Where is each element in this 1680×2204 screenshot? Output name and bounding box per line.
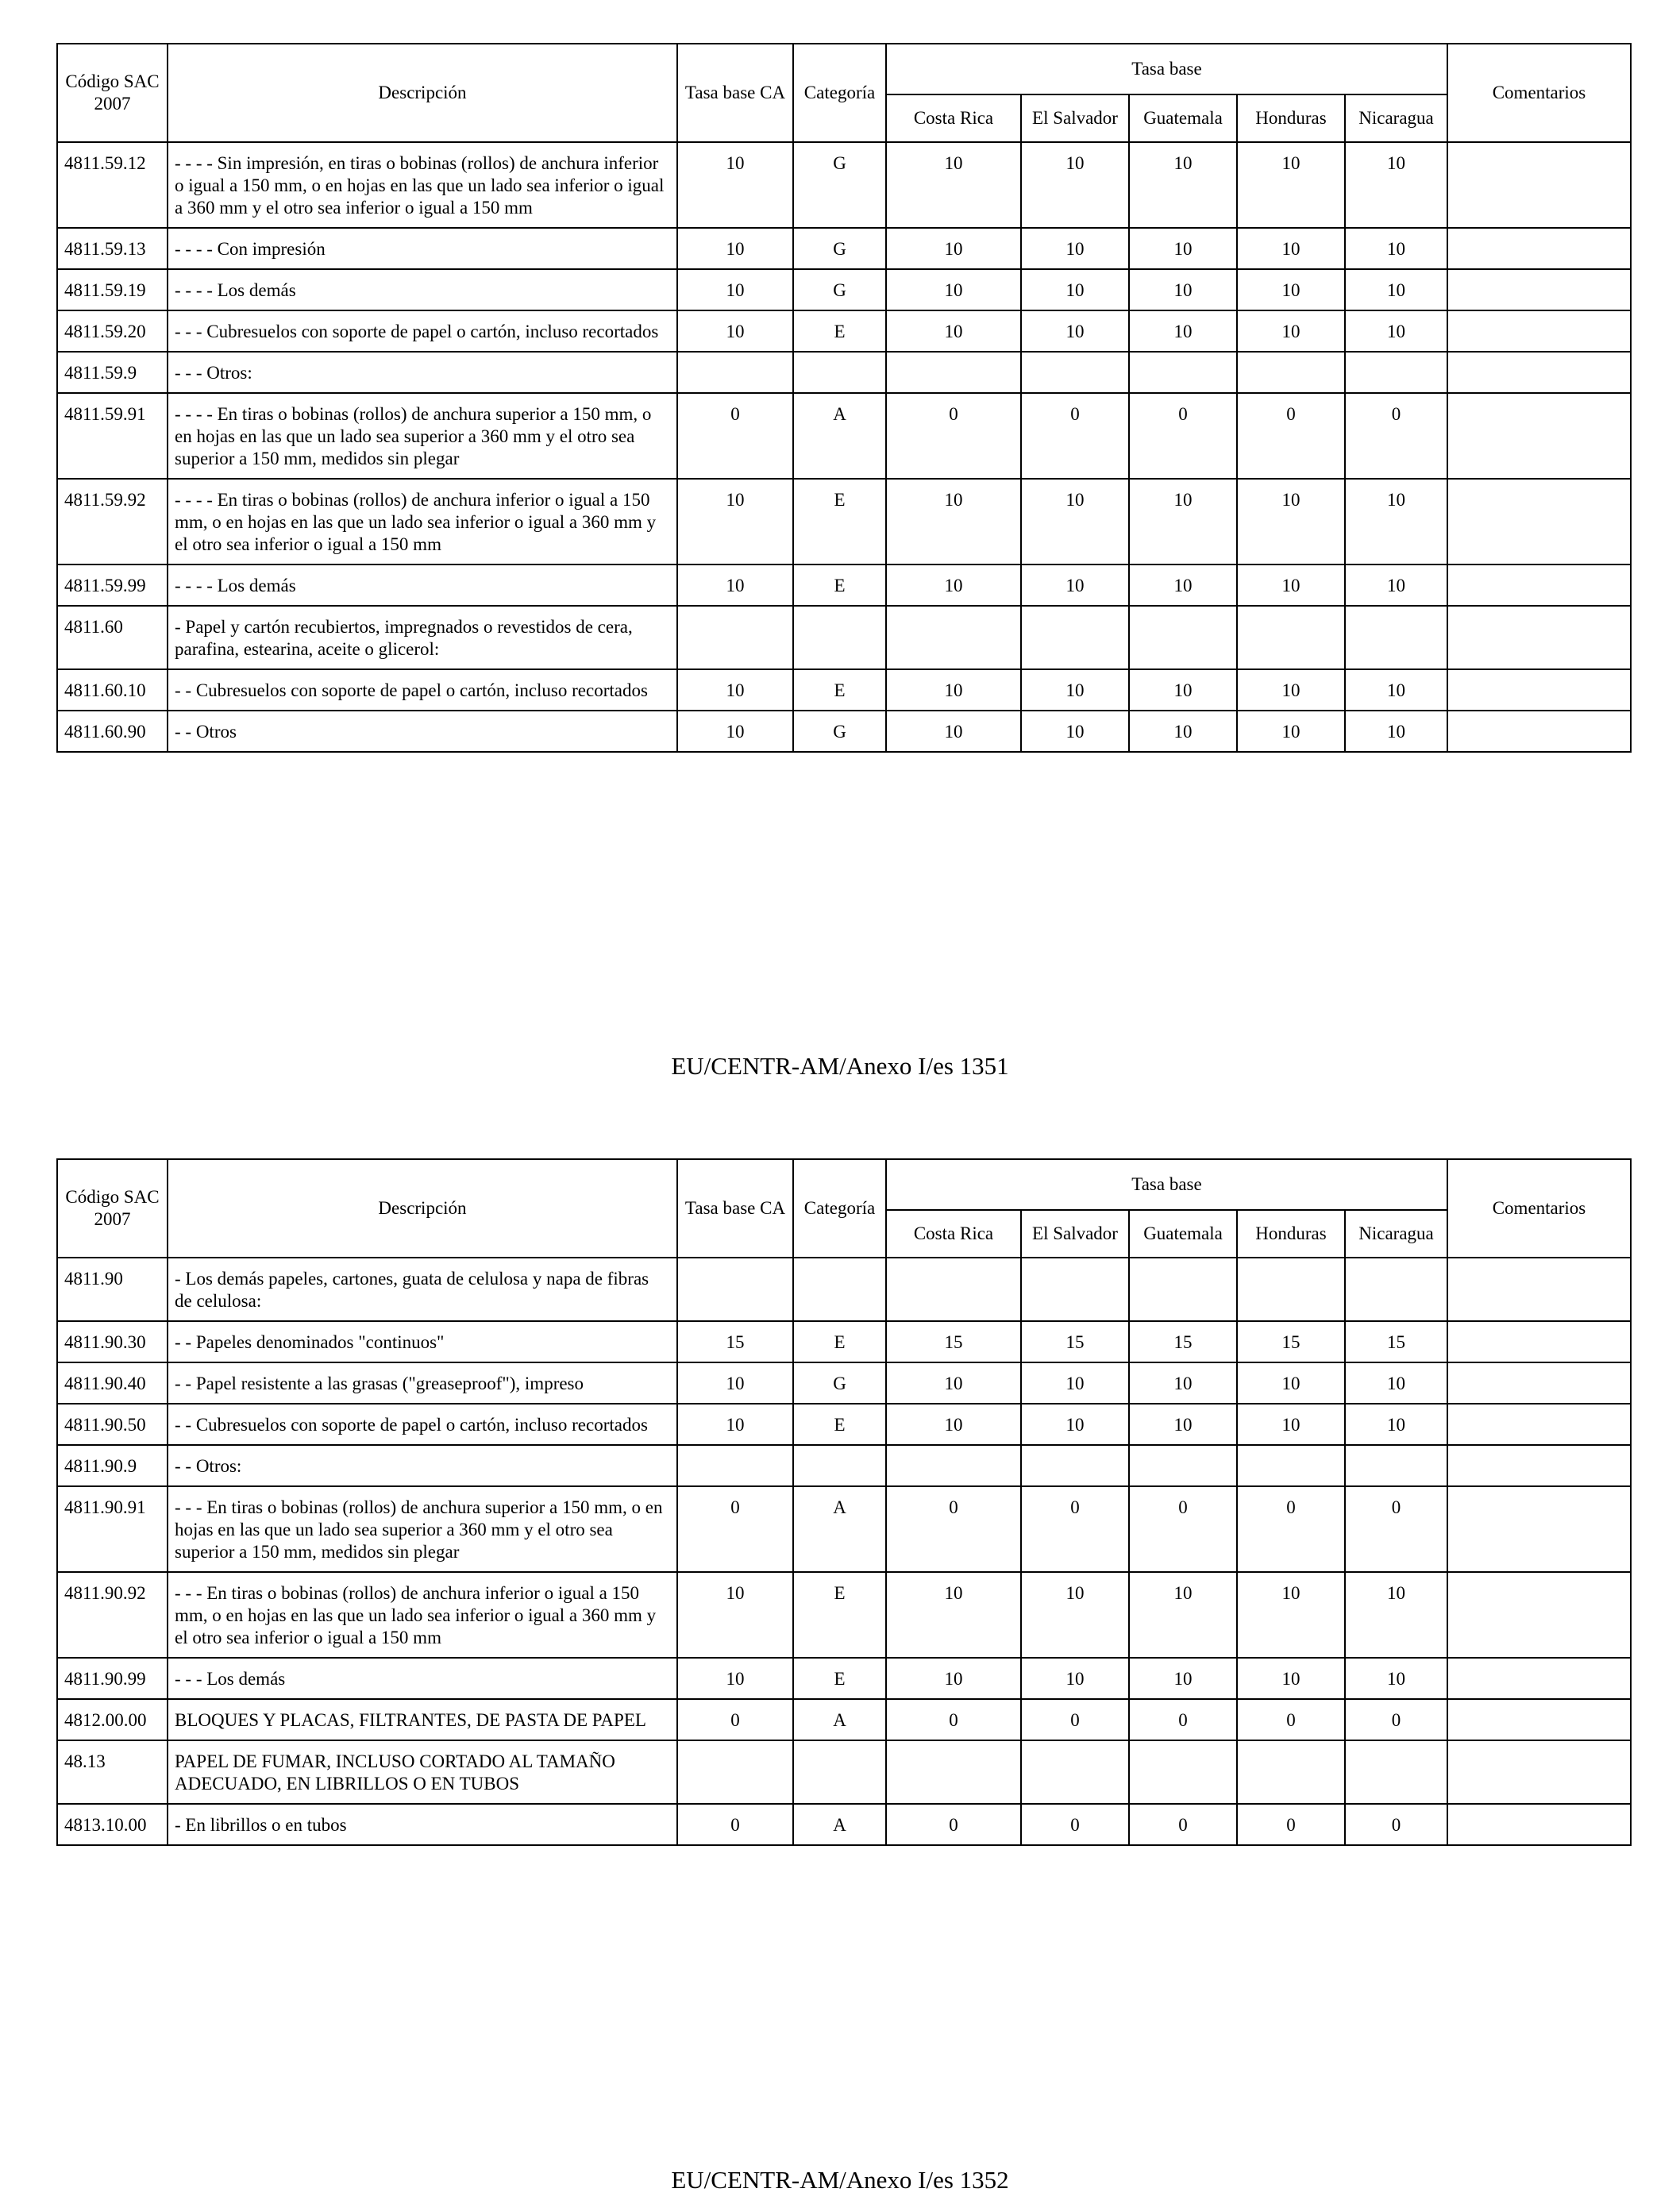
cell-nicaragua: 10	[1345, 1572, 1447, 1658]
cell-description: - - - - Sin impresión, en tiras o bobinas (rollos) de anchura inferior o igual a 150 mm, o en hojas en las que un lado sea inferior o igual a 360 mm y el otro sea inferior o igual a 150 mm	[168, 142, 677, 228]
cell-description: - - - Otros:	[168, 352, 677, 393]
table-row	[57, 1321, 1631, 1362]
cell-description: - - - - Los demás	[168, 269, 677, 310]
cell-comments	[1447, 711, 1631, 752]
header-comments: Comentarios	[1447, 1159, 1631, 1258]
page-footer: EU/CENTR-AM/Anexo I/es 1351	[671, 1052, 1009, 1080]
cell-category: E	[793, 669, 886, 711]
cell-description: - - - - Los demás	[168, 564, 677, 606]
table-row	[57, 1445, 1631, 1486]
cell-honduras: 0	[1237, 1804, 1345, 1845]
cell-guatemala	[1129, 1445, 1237, 1486]
cell-honduras: 10	[1237, 1362, 1345, 1404]
cell-description: - - - - En tiras o bobinas (rollos) de anchura inferior o igual a 150 mm, o en hojas en las que un lado sea inferior o igual a 360 mm y el otro sea inferior o igual a 150 mm	[168, 479, 677, 564]
cell-nicaragua: 10	[1345, 711, 1447, 752]
cell-category: G	[793, 711, 886, 752]
cell-el-salvador: 10	[1021, 1572, 1129, 1658]
cell-honduras	[1237, 1740, 1345, 1804]
cell-el-salvador	[1021, 352, 1129, 393]
table-row	[57, 669, 1631, 711]
cell-guatemala: 0	[1129, 1804, 1237, 1845]
table-row	[57, 1486, 1631, 1572]
cell-costa-rica: 0	[886, 1486, 1021, 1572]
table-row	[57, 1258, 1631, 1321]
cell-comments	[1447, 564, 1631, 606]
cell-description: - - - Cubresuelos con soporte de papel o cartón, incluso recortados	[168, 310, 677, 352]
cell-costa-rica: 10	[886, 711, 1021, 752]
cell-category	[793, 352, 886, 393]
cell-el-salvador: 10	[1021, 1658, 1129, 1699]
cell-comments	[1447, 1572, 1631, 1658]
cell-description: - - - - Con impresión	[168, 228, 677, 269]
cell-el-salvador: 0	[1021, 1699, 1129, 1740]
cell-rate-ca: 10	[677, 1658, 793, 1699]
cell-costa-rica: 10	[886, 228, 1021, 269]
cell-comments	[1447, 606, 1631, 669]
cell-nicaragua: 10	[1345, 228, 1447, 269]
table-row	[57, 479, 1631, 564]
cell-costa-rica: 10	[886, 669, 1021, 711]
cell-category: E	[793, 479, 886, 564]
table-row	[57, 1699, 1631, 1740]
cell-code: 4811.90	[57, 1258, 168, 1321]
table-row	[57, 1658, 1631, 1699]
cell-honduras: 0	[1237, 393, 1345, 479]
cell-el-salvador: 10	[1021, 310, 1129, 352]
cell-category: A	[793, 1804, 886, 1845]
cell-category	[793, 606, 886, 669]
cell-rate-ca: 10	[677, 1362, 793, 1404]
cell-code: 4811.60.10	[57, 669, 168, 711]
cell-guatemala	[1129, 1740, 1237, 1804]
cell-rate-ca: 10	[677, 228, 793, 269]
cell-el-salvador: 15	[1021, 1321, 1129, 1362]
cell-comments	[1447, 1699, 1631, 1740]
cell-costa-rica: 0	[886, 1699, 1021, 1740]
header-base-rate: Tasa base	[886, 1159, 1447, 1210]
cell-nicaragua: 10	[1345, 1404, 1447, 1445]
cell-costa-rica: 0	[886, 1804, 1021, 1845]
cell-el-salvador	[1021, 606, 1129, 669]
cell-rate-ca: 10	[677, 1404, 793, 1445]
cell-nicaragua: 0	[1345, 1804, 1447, 1845]
cell-costa-rica	[886, 1740, 1021, 1804]
header-country: El Salvador	[1021, 94, 1129, 142]
cell-description: - - - En tiras o bobinas (rollos) de anchura inferior o igual a 150 mm, o en hojas en las que un lado sea inferior o igual a 360 mm y el otro sea inferior o igual a 150 mm	[168, 1572, 677, 1658]
cell-guatemala: 10	[1129, 669, 1237, 711]
cell-category: G	[793, 269, 886, 310]
tariff-table-2	[56, 1158, 1632, 1846]
table-row	[57, 269, 1631, 310]
header-country: Honduras	[1237, 1210, 1345, 1258]
table-row	[57, 352, 1631, 393]
cell-rate-ca: 0	[677, 1699, 793, 1740]
cell-el-salvador	[1021, 1740, 1129, 1804]
cell-costa-rica: 10	[886, 1362, 1021, 1404]
cell-honduras	[1237, 1445, 1345, 1486]
cell-code: 4811.59.99	[57, 564, 168, 606]
cell-honduras: 0	[1237, 1486, 1345, 1572]
cell-honduras: 10	[1237, 310, 1345, 352]
cell-costa-rica	[886, 1445, 1021, 1486]
header-country: Guatemala	[1129, 94, 1237, 142]
cell-code: 4811.59.9	[57, 352, 168, 393]
cell-category: E	[793, 310, 886, 352]
cell-comments	[1447, 228, 1631, 269]
cell-code: 4811.90.50	[57, 1404, 168, 1445]
cell-honduras: 10	[1237, 1572, 1345, 1658]
cell-honduras: 10	[1237, 479, 1345, 564]
cell-category: E	[793, 564, 886, 606]
cell-guatemala: 15	[1129, 1321, 1237, 1362]
cell-nicaragua: 0	[1345, 1699, 1447, 1740]
cell-guatemala: 10	[1129, 564, 1237, 606]
cell-description: - - Otros:	[168, 1445, 677, 1486]
table-row	[57, 1572, 1631, 1658]
cell-comments	[1447, 310, 1631, 352]
cell-nicaragua: 0	[1345, 393, 1447, 479]
cell-guatemala: 10	[1129, 1658, 1237, 1699]
cell-nicaragua	[1345, 1258, 1447, 1321]
cell-description: - - Otros	[168, 711, 677, 752]
cell-code: 4813.10.00	[57, 1804, 168, 1845]
cell-el-salvador: 10	[1021, 479, 1129, 564]
cell-comments	[1447, 1258, 1631, 1321]
cell-description: PAPEL DE FUMAR, INCLUSO CORTADO AL TAMAÑO ADECUADO, EN LIBRILLOS O EN TUBOS	[168, 1740, 677, 1804]
header-country: El Salvador	[1021, 1210, 1129, 1258]
cell-guatemala: 0	[1129, 1486, 1237, 1572]
cell-guatemala	[1129, 352, 1237, 393]
cell-costa-rica: 10	[886, 142, 1021, 228]
cell-el-salvador: 0	[1021, 1486, 1129, 1572]
table-row	[57, 393, 1631, 479]
cell-code: 4811.90.40	[57, 1362, 168, 1404]
cell-category: A	[793, 1486, 886, 1572]
cell-rate-ca: 15	[677, 1321, 793, 1362]
cell-el-salvador: 10	[1021, 142, 1129, 228]
cell-category: A	[793, 1699, 886, 1740]
cell-comments	[1447, 1740, 1631, 1804]
cell-category: G	[793, 228, 886, 269]
cell-description: - Los demás papeles, cartones, guata de celulosa y napa de fibras de celulosa:	[168, 1258, 677, 1321]
header-description: Descripción	[168, 1159, 677, 1258]
cell-category: G	[793, 142, 886, 228]
cell-el-salvador: 10	[1021, 711, 1129, 752]
header-base-rate: Tasa base	[886, 44, 1447, 94]
cell-rate-ca: 10	[677, 669, 793, 711]
cell-comments	[1447, 1321, 1631, 1362]
cell-guatemala: 10	[1129, 142, 1237, 228]
cell-nicaragua: 10	[1345, 269, 1447, 310]
cell-code: 4811.90.99	[57, 1658, 168, 1699]
cell-costa-rica	[886, 352, 1021, 393]
cell-category	[793, 1740, 886, 1804]
cell-category: G	[793, 1362, 886, 1404]
cell-costa-rica	[886, 606, 1021, 669]
cell-code: 4811.59.19	[57, 269, 168, 310]
cell-comments	[1447, 1658, 1631, 1699]
cell-nicaragua	[1345, 606, 1447, 669]
cell-nicaragua: 10	[1345, 310, 1447, 352]
header-rate-ca: Tasa base CA	[677, 44, 793, 142]
cell-rate-ca: 10	[677, 310, 793, 352]
cell-costa-rica: 10	[886, 479, 1021, 564]
cell-costa-rica	[886, 1258, 1021, 1321]
cell-nicaragua: 10	[1345, 564, 1447, 606]
cell-guatemala: 10	[1129, 1362, 1237, 1404]
cell-code: 4811.59.13	[57, 228, 168, 269]
cell-category: E	[793, 1404, 886, 1445]
cell-guatemala: 10	[1129, 310, 1237, 352]
header-code: Código SAC 2007	[57, 44, 168, 142]
cell-rate-ca: 10	[677, 479, 793, 564]
cell-comments	[1447, 142, 1631, 228]
cell-comments	[1447, 393, 1631, 479]
header-country: Honduras	[1237, 94, 1345, 142]
page-footer: EU/CENTR-AM/Anexo I/es 1352	[671, 2166, 1009, 2194]
cell-rate-ca	[677, 606, 793, 669]
cell-guatemala: 0	[1129, 393, 1237, 479]
cell-el-salvador: 10	[1021, 1362, 1129, 1404]
cell-honduras: 10	[1237, 1404, 1345, 1445]
cell-honduras: 10	[1237, 711, 1345, 752]
cell-costa-rica: 10	[886, 269, 1021, 310]
cell-nicaragua: 10	[1345, 669, 1447, 711]
cell-description: - - Cubresuelos con soporte de papel o cartón, incluso recortados	[168, 1404, 677, 1445]
cell-el-salvador: 0	[1021, 1804, 1129, 1845]
cell-code: 4811.90.30	[57, 1321, 168, 1362]
table-row	[57, 1362, 1631, 1404]
cell-rate-ca: 10	[677, 142, 793, 228]
cell-code: 4812.00.00	[57, 1699, 168, 1740]
cell-honduras: 15	[1237, 1321, 1345, 1362]
cell-nicaragua: 10	[1345, 142, 1447, 228]
cell-category: A	[793, 393, 886, 479]
cell-nicaragua: 15	[1345, 1321, 1447, 1362]
cell-rate-ca	[677, 352, 793, 393]
cell-description: - En librillos o en tubos	[168, 1804, 677, 1845]
header-comments: Comentarios	[1447, 44, 1631, 142]
table-row	[57, 606, 1631, 669]
cell-description: - Papel y cartón recubiertos, impregnados o revestidos de cera, parafina, estearina, aceite o glicerol:	[168, 606, 677, 669]
cell-guatemala: 0	[1129, 1699, 1237, 1740]
cell-costa-rica: 10	[886, 310, 1021, 352]
cell-honduras	[1237, 606, 1345, 669]
cell-comments	[1447, 1445, 1631, 1486]
cell-el-salvador: 10	[1021, 269, 1129, 310]
cell-guatemala	[1129, 1258, 1237, 1321]
cell-comments	[1447, 269, 1631, 310]
cell-honduras	[1237, 1258, 1345, 1321]
cell-rate-ca	[677, 1445, 793, 1486]
cell-rate-ca: 0	[677, 393, 793, 479]
cell-description: BLOQUES Y PLACAS, FILTRANTES, DE PASTA DE PAPEL	[168, 1699, 677, 1740]
cell-nicaragua: 0	[1345, 1486, 1447, 1572]
cell-comments	[1447, 1362, 1631, 1404]
cell-rate-ca: 10	[677, 269, 793, 310]
cell-honduras	[1237, 352, 1345, 393]
cell-code: 4811.60.90	[57, 711, 168, 752]
table-row	[57, 142, 1631, 228]
cell-code: 4811.59.91	[57, 393, 168, 479]
header-rate-ca: Tasa base CA	[677, 1159, 793, 1258]
header-country: Costa Rica	[886, 94, 1021, 142]
cell-comments	[1447, 479, 1631, 564]
cell-nicaragua	[1345, 352, 1447, 393]
cell-comments	[1447, 1486, 1631, 1572]
cell-rate-ca: 10	[677, 711, 793, 752]
header-code: Código SAC 2007	[57, 1159, 168, 1258]
cell-description: - - - En tiras o bobinas (rollos) de anchura superior a 150 mm, o en hojas en las que un lado sea superior a 360 mm y el otro sea superior a 150 mm, medidos sin plegar	[168, 1486, 677, 1572]
cell-costa-rica: 10	[886, 1658, 1021, 1699]
table-row	[57, 228, 1631, 269]
table-row	[57, 1404, 1631, 1445]
cell-costa-rica: 10	[886, 564, 1021, 606]
header-category: Categoría	[793, 44, 886, 142]
header-country: Nicaragua	[1345, 1210, 1447, 1258]
cell-description: - - - Los demás	[168, 1658, 677, 1699]
cell-comments	[1447, 1804, 1631, 1845]
cell-code: 4811.90.91	[57, 1486, 168, 1572]
cell-comments	[1447, 1404, 1631, 1445]
cell-el-salvador: 0	[1021, 393, 1129, 479]
cell-rate-ca: 10	[677, 1572, 793, 1658]
cell-nicaragua	[1345, 1740, 1447, 1804]
cell-rate-ca: 0	[677, 1804, 793, 1845]
cell-description: - - Papeles denominados "continuos"	[168, 1321, 677, 1362]
cell-code: 4811.59.12	[57, 142, 168, 228]
cell-costa-rica: 10	[886, 1572, 1021, 1658]
cell-el-salvador: 10	[1021, 669, 1129, 711]
cell-el-salvador	[1021, 1445, 1129, 1486]
cell-comments	[1447, 352, 1631, 393]
cell-el-salvador: 10	[1021, 1404, 1129, 1445]
cell-guatemala: 10	[1129, 479, 1237, 564]
cell-guatemala	[1129, 606, 1237, 669]
cell-category	[793, 1445, 886, 1486]
cell-description: - - - - En tiras o bobinas (rollos) de anchura superior a 150 mm, o en hojas en las que un lado sea superior a 360 mm y el otro sea superior a 150 mm, medidos sin plegar	[168, 393, 677, 479]
cell-category	[793, 1258, 886, 1321]
cell-category: E	[793, 1572, 886, 1658]
cell-nicaragua	[1345, 1445, 1447, 1486]
cell-code: 48.13	[57, 1740, 168, 1804]
cell-el-salvador: 10	[1021, 228, 1129, 269]
cell-description: - - Cubresuelos con soporte de papel o cartón, incluso recortados	[168, 669, 677, 711]
cell-guatemala: 10	[1129, 711, 1237, 752]
cell-rate-ca	[677, 1258, 793, 1321]
cell-honduras: 10	[1237, 669, 1345, 711]
cell-el-salvador	[1021, 1258, 1129, 1321]
table-row	[57, 711, 1631, 752]
cell-rate-ca: 0	[677, 1486, 793, 1572]
cell-guatemala: 10	[1129, 1572, 1237, 1658]
cell-el-salvador: 10	[1021, 564, 1129, 606]
cell-nicaragua: 10	[1345, 1362, 1447, 1404]
cell-description: - - Papel resistente a las grasas ("greaseproof"), impreso	[168, 1362, 677, 1404]
cell-honduras: 10	[1237, 228, 1345, 269]
cell-category: E	[793, 1321, 886, 1362]
cell-guatemala: 10	[1129, 269, 1237, 310]
header-country: Guatemala	[1129, 1210, 1237, 1258]
cell-category: E	[793, 1658, 886, 1699]
header-category: Categoría	[793, 1159, 886, 1258]
cell-code: 4811.60	[57, 606, 168, 669]
cell-honduras: 10	[1237, 269, 1345, 310]
cell-rate-ca: 10	[677, 564, 793, 606]
table-row	[57, 1804, 1631, 1845]
cell-nicaragua: 10	[1345, 479, 1447, 564]
cell-code: 4811.90.92	[57, 1572, 168, 1658]
cell-comments	[1447, 669, 1631, 711]
cell-honduras: 10	[1237, 564, 1345, 606]
cell-code: 4811.59.20	[57, 310, 168, 352]
cell-costa-rica: 0	[886, 393, 1021, 479]
header-country: Nicaragua	[1345, 94, 1447, 142]
cell-code: 4811.90.9	[57, 1445, 168, 1486]
cell-honduras: 0	[1237, 1699, 1345, 1740]
header-country: Costa Rica	[886, 1210, 1021, 1258]
cell-costa-rica: 15	[886, 1321, 1021, 1362]
cell-guatemala: 10	[1129, 1404, 1237, 1445]
cell-rate-ca	[677, 1740, 793, 1804]
table-row	[57, 1740, 1631, 1804]
table-row	[57, 564, 1631, 606]
table-row	[57, 310, 1631, 352]
header-description: Descripción	[168, 44, 677, 142]
cell-code: 4811.59.92	[57, 479, 168, 564]
cell-guatemala: 10	[1129, 228, 1237, 269]
cell-costa-rica: 10	[886, 1404, 1021, 1445]
cell-nicaragua: 10	[1345, 1658, 1447, 1699]
cell-honduras: 10	[1237, 142, 1345, 228]
tariff-table-1	[56, 43, 1632, 753]
cell-honduras: 10	[1237, 1658, 1345, 1699]
